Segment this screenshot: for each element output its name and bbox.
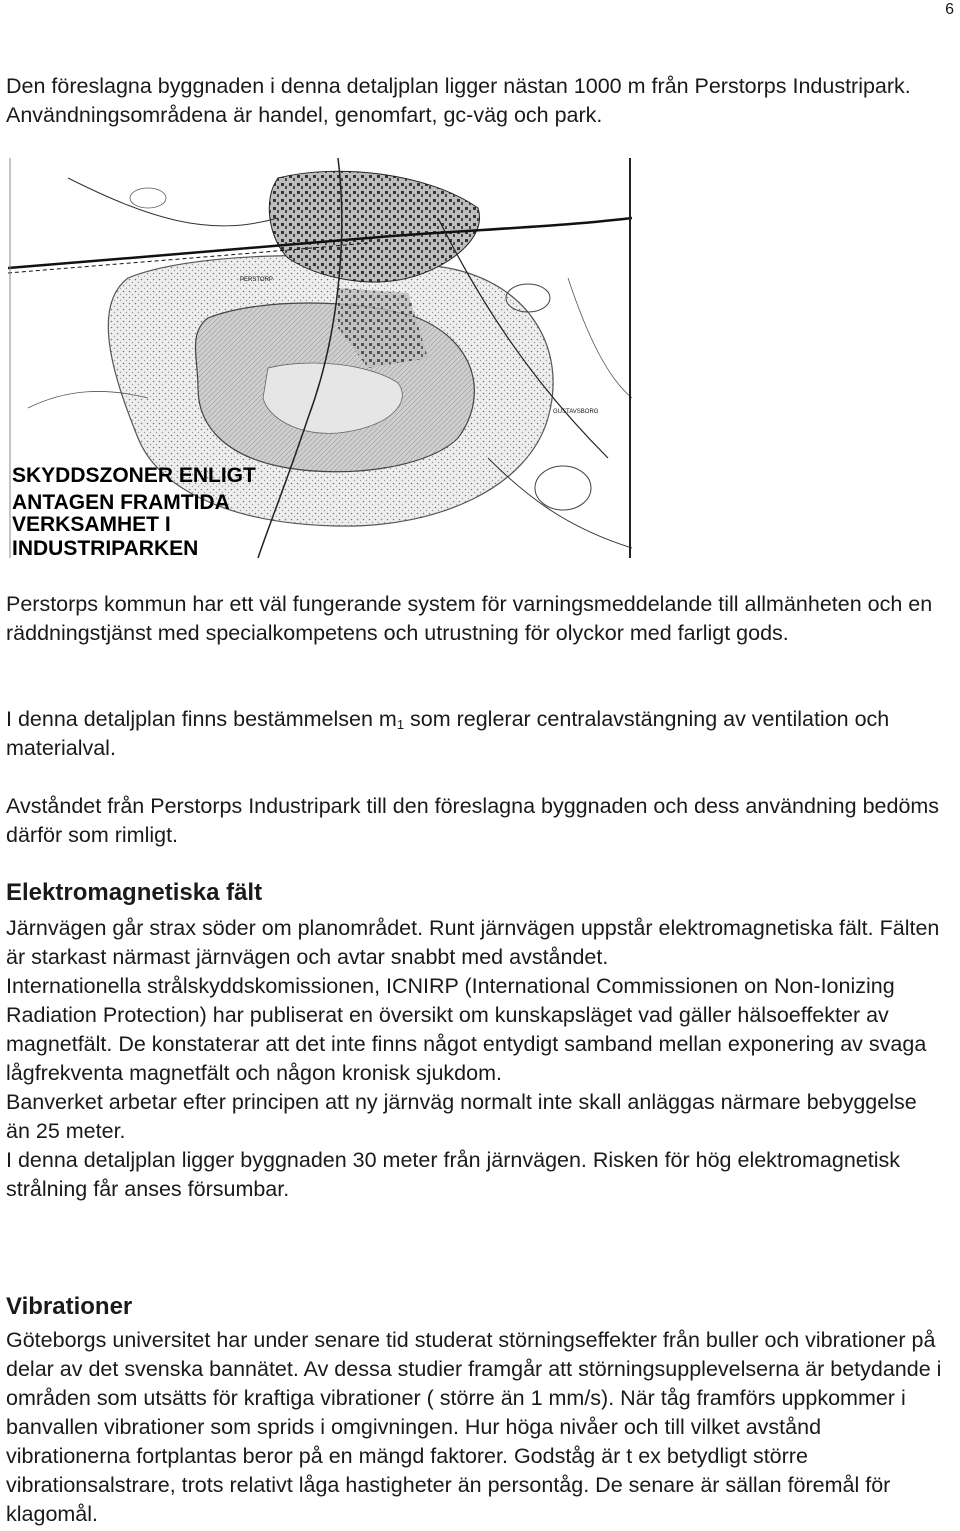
protection-zone-map xyxy=(8,158,632,558)
section-heading-electromagnetic: Elektromagnetiska fält xyxy=(6,879,263,906)
place-label-gustavsborg: GUSTAVSBORG xyxy=(553,409,599,415)
em-paragraph-4: I denna detaljplan ligger byggnaden 30 meter från järnvägen. Risken för hög elektromagnetisk strålning får anses försumbar. xyxy=(6,1148,901,1201)
warning-system-paragraph: Perstorps kommun har ett väl fungerande system för varningsmeddelande till allmänheten och en räddningstjänst med specialkompetens och utrustning för olyckor med farligt gods. xyxy=(6,592,933,645)
place-label-perstorp: PERSTORP xyxy=(240,277,273,283)
m1-provision-paragraph xyxy=(6,705,946,763)
m1-text-after: som reglerar centralavstängning av ventilation och materialval. xyxy=(6,707,890,760)
legend-line: VERKSAMHET I xyxy=(12,513,171,536)
electromagnetic-section-body xyxy=(6,914,946,1204)
section-heading-vibrations: Vibrationer xyxy=(6,1293,133,1320)
em-paragraph-1: Järnvägen går strax söder om planområdet. Runt järnvägen uppstår elektromagnetiska fält. Fälten är starkast närmast järnvägen och avtar snabbt med avståndet. xyxy=(6,916,940,969)
m1-subscript: 1 xyxy=(396,717,405,732)
em-paragraph-2: Internationella strålskyddskomissionen, ICNIRP (International Commissionen on Non-Ionizing Radiation Protection) har publiserat en översikt om kunskapsläget vad gäller hälsoeffekter av magnetfält. De konstaterar att det inte finns något entydigt samband mellan exponering av svaga lågfrekventa magnetfält och någon kronisk sjukdom. xyxy=(6,974,927,1085)
m1-text-before: I denna detaljplan finns bestämmelsen m xyxy=(6,707,397,731)
vibrations-paragraph: Göteborgs universitet har under senare tid studerat störningseffekter från buller och vibrationer på delar av det svenska bannätet. Av dessa studier framgår att störningsupplevelserna är betydande i områden som utsätts för kraftiga vibrationer ( större än 1 mm/s). När tåg framförs uppkommer i banvallen vibrationer som sprids i omgivningen. Hur höga nivåer och till vilket avstånd vibrationerna fortplantas beror på en mängd faktorer. Godståg är t ex betydligt större vibrationsalstrare, trots relativt låga hastigheter än persontåg. De senare är sällan föremål för klagomål. xyxy=(6,1328,942,1526)
em-paragraph-3: Banverket arbetar efter principen att ny järnväg normalt inte skall anläggas närmare bebyggelse än 25 meter. xyxy=(6,1090,917,1143)
legend-line: SKYDDSZONER ENLIGT xyxy=(12,464,256,487)
distance-paragraph: Avståndet från Perstorps Industripark till den föreslagna byggnaden och dess användning bedöms därför som rimligt. xyxy=(6,794,940,847)
legend-line: INDUSTRIPARKEN xyxy=(12,537,199,558)
legend-line: ANTAGEN FRAMTIDA xyxy=(12,491,230,514)
page-number: 6 xyxy=(945,1,954,18)
intro-paragraph: Den föreslagna byggnaden i denna detaljplan ligger nästan 1000 m från Perstorps Industripark. Användningsområdena är handel, genomfart, gc-väg och park. xyxy=(6,74,911,127)
